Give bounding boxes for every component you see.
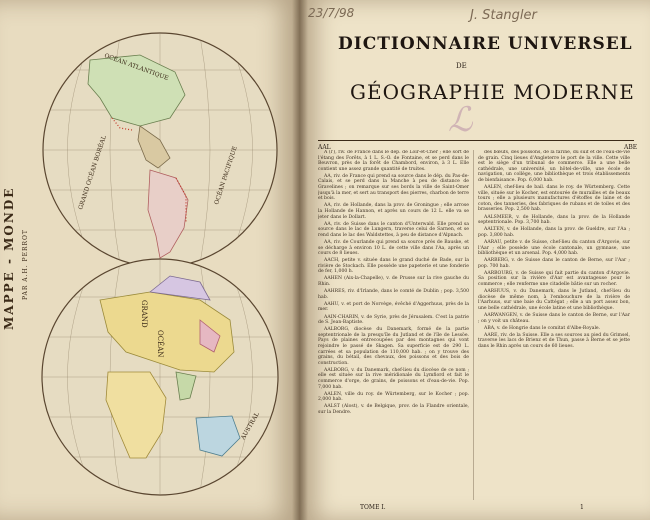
dictionary-entry: AALBORG, diocèse du Danemark, formé de la partie septentrionale de la presqu'île du Jutland et de l'île de Lessöe. Pays de plaines entrecoupées par des montagnes qui vont rejoindre le passé de Skagen. Sa superficie est de 290 L. carrées et sa population de 110,000 hab. ; on y trouve des grains, du bétail, des chevaux, des poissons et des bois de construction.	[318, 327, 469, 366]
dictionary-entry: AA, riv. de France qui prend sa source dans le dép. du Pas-de-Calais, et se perd dans la Manche à peu de distance de Gravelines ; on remarque sur ses bords la ville de Saint-Omer jusqu'à la mer, et sert au transport des pierres, charbon de terre et bois.	[318, 173, 469, 202]
dictionary-entry: AALST (Alost), v. de Belgique, prov. de la Flandre orientale, sur la Dendre.	[318, 404, 469, 416]
dictionary-entry: AAHEN (Aix-la-Chapelle), v. de Prusse sur la rive gauche du Rhin.	[318, 276, 469, 288]
dictionary-entry: AARAU, petite v. de Suisse, chef-lieu du canton d'Argovie, sur l'Aar ; elle possède une école cantonale, un gymnase, une bibliothèque et un arsenal. Pop. 4,000 hab.	[478, 239, 630, 257]
handwritten-number: 23/7/98	[308, 6, 355, 20]
text-column-right	[478, 150, 630, 500]
dictionary-entry: AALEN, chef-lieu de bail. dans le roy. de Würtemberg. Cette ville, située sur le Kocher, est entourée de murailles et de beaux tours ; elle a plusieurs manufactures d'étoffes de laine et de coton, des tanneries, des fabriques de rubans et de toiles et des brasseries. Pop. 2,500 hab.	[478, 185, 630, 213]
dictionary-entry: ABA, v. de Hongrie dans le comitat d'Albe-Royale.	[484, 325, 601, 331]
dictionary-entry: AALBORG, v. du Danemark, chef-lieu du diocèse de ce nom ; elle est située sur la rive méridionale du Lymfiord et fait le commerce d'orge, de grains, de poissons et d'eau-de-vie. Pop. 7,000 hab.	[318, 367, 469, 390]
dictionary-entry: AA, riv. de Suisse dans le canton d'Unterwald. Elle prend sa source dans le lac de Lungern, traverse celui de Sarnen, et se rend dans le lac des Waldstettes, à peu de distance d'Alpnach.	[318, 221, 469, 238]
dictionary-entry: AACH, petite v. située dans le grand duché de Bade, sur la rivière de Stockach. Elle possède une papeterie et une fonderie de fer, 1,000 h.	[318, 258, 469, 275]
library-stamp: ℒ	[448, 100, 473, 140]
footer-page-number: 1	[580, 504, 584, 511]
dictionary-entry: A (l'), riv. de France dans le dép. de Loir-et-Cher ; elle sort de l'étang des Forêts, à 1 L. S.-O. de Fontaine, et se perd dans le Beuvron, près de la forêt de Chambord, environ, à 3 L. Elle contient une assez grande quantité de truites.	[318, 150, 469, 172]
text-column-left	[318, 150, 469, 500]
label-boreal: GRAND OCÉAN BORÉAL	[77, 134, 108, 211]
eastern-hemisphere	[42, 259, 278, 495]
dictionary-entry: AA, riv. de Hollande, dans la prov. de Groningue ; elle arrose la Hollande de Hannon, et après un cours de 12 L. elle va se jeter dans le Dollart.	[318, 203, 469, 220]
dictionary-entry: AAIN-CHARIN, v. de Syrie, près de Jérusalem. C'est la patrie de S. Jean-Baptiste.	[318, 314, 469, 326]
label-pacifique: OCÉAN PACIFIQUE	[213, 145, 239, 206]
dictionary-entry: AARBERG, v. de Suisse dans le canton de Berne, sur l'Aar ; pop. 700 hab.	[478, 258, 630, 269]
dictionary-entry: AALSMEER, v. de Hollande, dans la prov. de la Hollande septentrionale. Pop. 3,700 hab.	[478, 214, 630, 226]
label-atlantique: OCÉAN ATLANTIQUE	[103, 52, 170, 83]
world-map-hemispheres	[0, 0, 300, 520]
map-title: MAPPE - MONDE	[2, 186, 16, 330]
left-page-map	[0, 0, 300, 520]
dictionary-entry: AARBOURG, v. de Suisse qui fait partie du canton d'Argovie. Sa position sur la rivière d'Aar est avantageuse pour le commerce ; elle renferme une citadelle bâtie sur un rocher.	[478, 270, 630, 288]
western-hemisphere	[43, 33, 277, 267]
dictionary-entry: AARE, riv. de la Suisse. Elle a ses sources au pied du Grimsel, traverse les lacs de Brienz et de Thun, passe à Berne et se jette dans le Rhin après un cours de 60 lieues.	[478, 332, 630, 349]
dictionary-entry: AARHUUS, v. du Danemark, dans le Jutland, chef-lieu du diocèse de même nom, à l'embouchure de la rivière de l'Aarhuus, sur une baie du Cattégat ; elle a un port assez bon, une belle cathédrale, une école latine et une bibliothèque.	[478, 289, 630, 311]
book-title-de: DE	[456, 62, 467, 70]
section-heading-left: AAL	[318, 144, 331, 151]
section-heading-right: ABE	[624, 144, 638, 151]
handwritten-signature: J. Stangler	[470, 8, 537, 23]
dictionary-entry: des bœufs, des poissons, de la farine, du suif et de l'eau-de-vie de grain. Cinq lieues d'Angleterre le port de la ville. Cette ville est le siège d'un tribunal de commerce. Elle a une belle cathédrale, une université, un hôtel-de-ville, une école de navigation, un collège, une bibliothèque et trois établissements de bienfaisance. Pop. 6,000 hab.	[478, 150, 630, 183]
header-rule	[318, 140, 634, 141]
book-gutter	[292, 0, 308, 520]
label-austral: AUSTRAL	[239, 411, 261, 441]
label-ocean: OCÉAN	[156, 330, 164, 358]
book-title: DICTIONNAIRE UNIVERSEL	[338, 34, 633, 54]
book-subtitle: GÉOGRAPHIE MODERNE	[350, 80, 635, 104]
dictionary-entry: AAHRES, riv. d'Irlande, dans le comté de Dublin ; pop. 3,500 hab.	[318, 289, 469, 300]
footer-volume: TOME I.	[360, 504, 386, 511]
dictionary-entry: AALEN, ville du roy. de Würtemberg, sur le Kocher ; pop. 2,000 hab.	[318, 391, 469, 403]
dictionary-entry: AA, riv. de Courlande qui prend sa source près de Bauske, et se décharge à environ 10 L. de cette ville dans l'Aa, après un cours de 8 lieues.	[318, 239, 469, 257]
dictionary-entry: AALTEN, v. de Hollande, dans la prov. de Gueldre, sur l'Aa ; pop. 3,800 hab.	[478, 227, 630, 238]
map-author: PAR A.H. PERROT	[22, 229, 29, 300]
dictionary-entry: AAHU, v. et port de Norvège, évêché d'Aggerhuus, près de la mer.	[318, 301, 469, 313]
label-grand: GRAND	[140, 300, 148, 328]
column-separator	[473, 150, 474, 500]
dictionary-entry: AARWANGEN, v. de Suisse dans le canton de Berne, sur l'Aar ; on y voit un château.	[478, 313, 630, 324]
